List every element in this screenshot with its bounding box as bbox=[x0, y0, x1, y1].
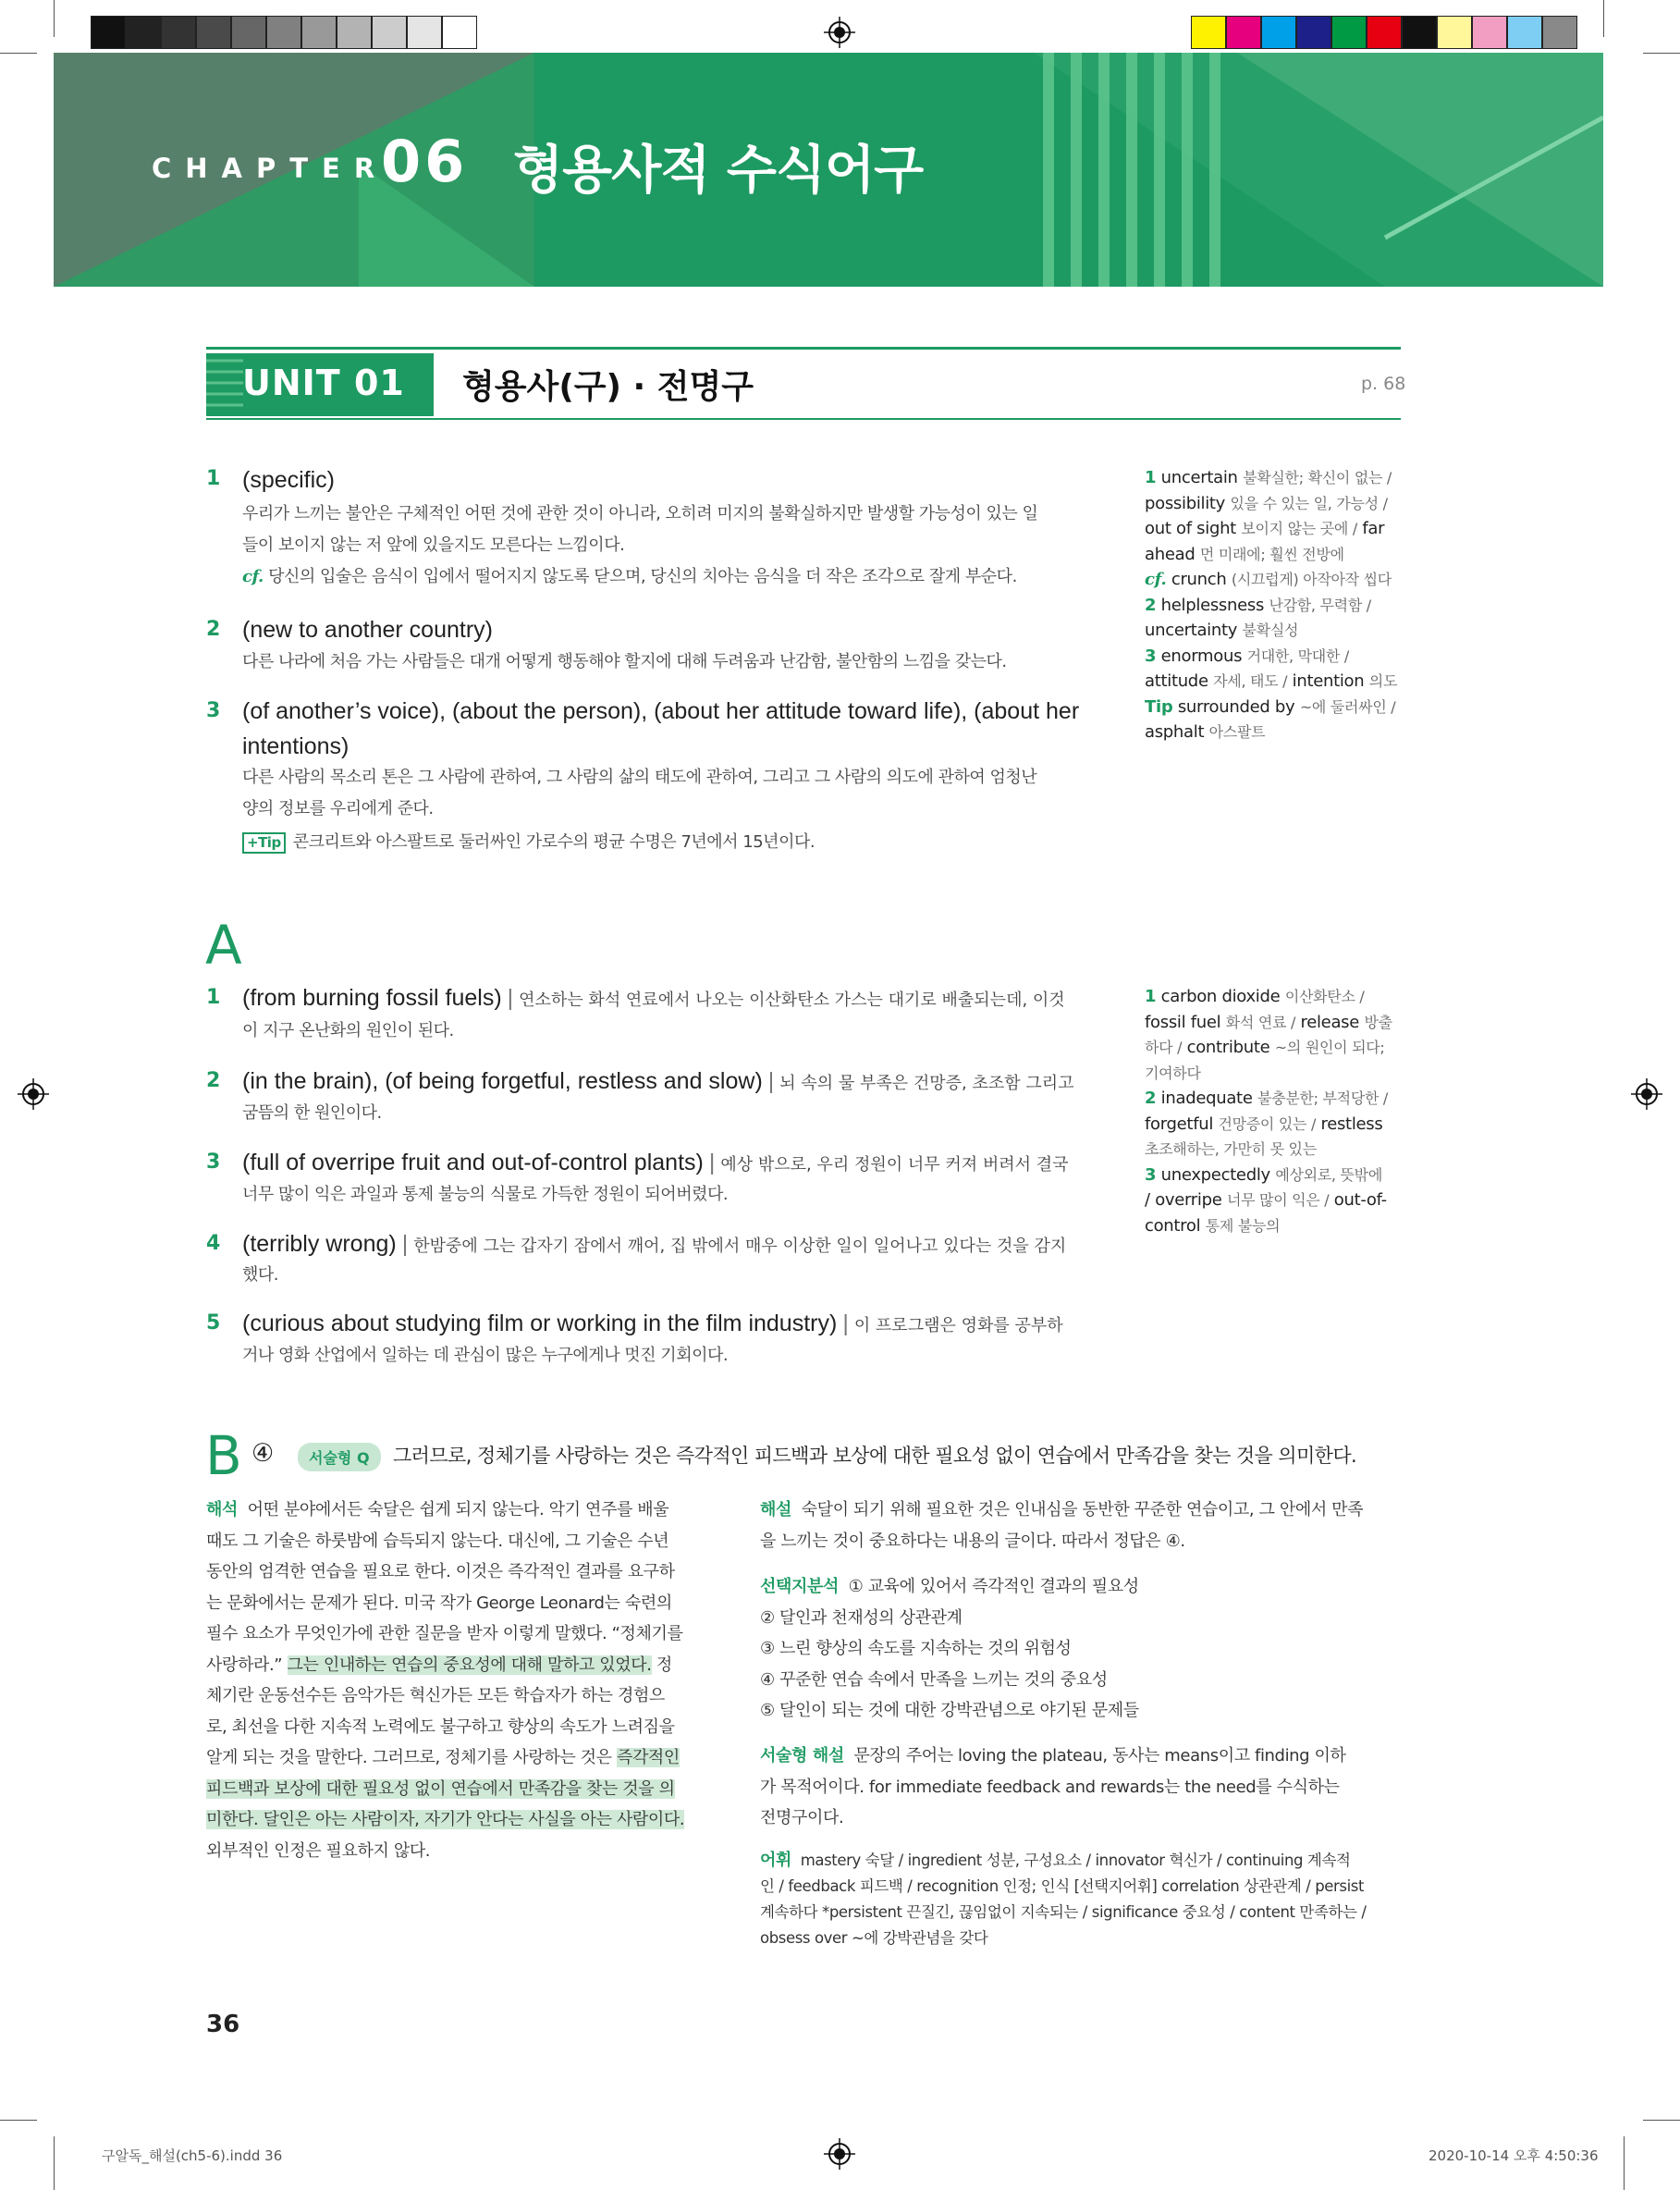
tip-text: 콘크리트와 아스팔트로 둘러싸인 가로수의 평균 수명은 7년에서 15년이다. bbox=[292, 832, 815, 852]
answer-text: (specific) bbox=[242, 467, 336, 493]
gray-swatch bbox=[266, 16, 301, 49]
gray-swatch bbox=[337, 16, 372, 49]
translation-line: 했다. bbox=[242, 1265, 278, 1285]
footer-file-info: 구알독_해설(ch5-6).indd 36 bbox=[102, 2147, 283, 2164]
chapter-label: CHAPTER bbox=[152, 153, 389, 184]
color-swatch bbox=[1226, 16, 1261, 49]
item-number: 2 bbox=[206, 1069, 221, 1092]
translation-line: 우리가 느끼는 불안은 구체적인 어떤 것에 관한 것이 아니라, 오히려 미지의 불확실하지만 발생할 가능성이 있는 일 bbox=[242, 504, 1038, 523]
chapter-number: 06 bbox=[381, 128, 469, 195]
vocab-box: 1 carbon dioxide 이산화탄소 / fossil fuel 화석 연료 / release 방출 하다 / contribute ~의 원인이 되다; 기여하다 2 inadequate 불충분한; 부적당한 / forgetful 건망증이 있는 / restless 초조해하는, 가만히 못 있는 3 unexpectedly 예상외로, 뜻밖에 / overripe 너무 많이 익은 / out-of- control 통제 불능의 bbox=[1145, 987, 1392, 1236]
color-swatch bbox=[1331, 16, 1367, 49]
vocab-box: 1 uncertain 불확실한; 확신이 없는 / possibility 있을 수 있는 일, 가능성 / out of sight 보이지 않는 곳에 / far ahead 먼 미래에; 훨씬 전방에 cf. crunch (시끄럽게) 아작아작 씹다 2 helplessness 난감함, 무력함 / uncertainty 불확실성 3 enormous 거대한, 막대한 / attitude 자세, 태도 / intention 의도 Tip surrounded by ~에 둘러싸인 / asphalt 아스팔트 bbox=[1145, 468, 1398, 742]
page-number: 36 bbox=[206, 2011, 240, 2038]
crop-mark bbox=[1603, 0, 1604, 37]
crop-mark bbox=[54, 0, 55, 37]
essay-question-badge: 서술형 Q bbox=[298, 1443, 381, 1471]
color-swatch bbox=[1191, 16, 1226, 49]
answer-text: intentions) bbox=[242, 733, 349, 759]
registration-mark-icon bbox=[824, 2138, 855, 2170]
answer-line: (from burning fossil fuels) | 연소하는 화석 연료에서 나오는 이산화탄소 가스는 대기로 배출되는데, 이것 bbox=[242, 985, 1065, 1011]
color-swatch bbox=[1367, 16, 1402, 49]
gray-swatch bbox=[442, 16, 477, 49]
choice-analysis: 선택지분석 ① 교육에 있어서 즉각적인 결과의 필요성 ② 달인과 천재성의 상관관계 ③ 느린 향상의 속도를 지속하는 것의 위험성 ④ 꾸준한 연습 속에서 만족을 느끼는 것의 중요성 ⑤ 달인이 되는 것에 대한 강박관념으로 야기된 문제들 bbox=[760, 1577, 1139, 1720]
gray-swatch bbox=[231, 16, 266, 49]
cf-note bbox=[242, 560, 1017, 593]
registration-mark-icon bbox=[1631, 1078, 1662, 1110]
color-swatch bbox=[1437, 16, 1472, 49]
tip-badge: +Tip bbox=[242, 832, 286, 854]
gray-swatch bbox=[301, 16, 337, 49]
crop-mark bbox=[54, 2136, 55, 2190]
item-number: 2 bbox=[206, 618, 221, 641]
cf-label: cf. bbox=[242, 567, 264, 586]
item-number: 1 bbox=[206, 467, 221, 490]
item-number: 3 bbox=[206, 1150, 221, 1174]
translation-line: 굼뜸의 한 원인이다. bbox=[242, 1103, 382, 1123]
translation-paragraph: 해석 어떤 분야에서든 숙달은 쉽게 되지 않는다. 악기 연주를 배울 때도 그 기술은 하룻밤에 습득되지 않는다. 대신에, 그 기술은 수년 동안의 엄격한 연습을 필요로 한다. 이것은 즉각적인 결과를 요구하 는 문화에서는 문제가 된다. 미국 작가 George Leonard는 숙련의 필수 요소가 무엇인가에 관한 질문을 받자 이렇게 말했다. “정체기를 사랑하라.” 그는 인내하는 연습의 중요성에 대해 말하고 있었다. 정 체기란 운동선수든 음악가든 혁신가든 모든 학습자가 하는 경험으 로, 최선을 다한 지속적 노력에도 불구하고 향상의 속도가 느려짐을 알게 되는 것을 말한다. 그러므로, 정체기를 사랑하는 것은 즉각적인 피드백과 보상에 대한 필요성 없이 연습에서 만족감을 찾는 것을 의 미한다. 달인은 아는 사람이자, 자기가 안다는 사실을 아는 사람이다. 외부적인 인정은 필요하지 않다. bbox=[206, 1500, 685, 1861]
color-swatch bbox=[1472, 16, 1507, 49]
registration-mark-icon bbox=[18, 1078, 49, 1110]
color-swatch bbox=[1507, 16, 1542, 49]
gray-swatch bbox=[126, 16, 161, 49]
vocabulary-list: 어휘 mastery 숙달 / ingredient 성분, 구성요소 / innovator 혁신가 / continuing 계속적 인 / feedback 피드백 / recognition 인정; 인식 [선택지어휘] correlation 상관관계 / persist 계속하다 *persistent 끈질긴, 끊임없이 지속되는 / significance 중요성 / content 만족하는 / obsess over ~에 강박관념을 갖다 bbox=[760, 1851, 1367, 1947]
item-number: 4 bbox=[206, 1232, 221, 1255]
unit-label: UNIT 01 bbox=[242, 363, 405, 403]
page-reference: p. 68 bbox=[1361, 374, 1406, 394]
footer-timestamp: 2020-10-14 오후 4:50:36 bbox=[1429, 2147, 1599, 2164]
unit-title: 형용사(구) · 전명구 bbox=[462, 368, 754, 406]
explanation-paragraph: 해설 숙달이 되기 위해 필요한 것은 인내심을 동반한 꾸준한 연습이고, 그 안에서 만족 을 느끼는 것이 중요하다는 내용의 글이다. 따라서 정답은 ④. bbox=[760, 1500, 1364, 1551]
answer-line: (curious about studying film or working in the film industry) | 이 프로그램은 영화를 공부하 bbox=[242, 1310, 1063, 1336]
crop-mark bbox=[1624, 2136, 1625, 2190]
translation-line: 다른 나라에 처음 가는 사람들은 대개 어떻게 행동해야 할지에 대해 두려움과 난감함, 불안함의 느낌을 갖는다. bbox=[242, 652, 1007, 671]
cf-text: 당신의 입술은 음식이 입에서 떨어지지 않도록 닫으며, 당신의 치아는 음식을 더 작은 조각으로 잘게 부순다. bbox=[268, 567, 1017, 586]
translation-line: 다른 사람의 목소리 톤은 그 사람에 관하여, 그 사람의 삶의 태도에 관하여, 그리고 그 사람의 의도에 관하여 엄청난 bbox=[242, 768, 1037, 787]
crop-mark bbox=[1643, 53, 1680, 54]
gray-swatch bbox=[372, 16, 407, 49]
answer-line: (in the brain), (of being forgetful, restless and slow) | 뇌 속의 물 부족은 건망증, 초조함 그리고 bbox=[242, 1068, 1074, 1094]
gray-swatch bbox=[196, 16, 231, 49]
answer-choice: ④ bbox=[251, 1439, 275, 1468]
chapter-title: 형용사적 수식어구 bbox=[513, 141, 924, 201]
crop-mark bbox=[0, 53, 37, 54]
color-swatch bbox=[1261, 16, 1296, 49]
highlighted-sentence: 그는 인내하는 연습의 중요성에 대해 말하고 있었다. bbox=[287, 1655, 652, 1675]
registration-mark-icon bbox=[824, 17, 855, 48]
color-swatch bbox=[1542, 16, 1577, 49]
tip-note bbox=[242, 826, 815, 858]
answer-text: (new to another country) bbox=[242, 617, 493, 643]
crop-mark bbox=[0, 2120, 37, 2121]
unit-rule-bottom bbox=[206, 418, 1401, 420]
section-letter: B bbox=[205, 1424, 242, 1487]
item-number: 1 bbox=[206, 986, 221, 1009]
crop-mark bbox=[1643, 2120, 1680, 2121]
unit-rule-top bbox=[206, 347, 1401, 350]
item-number: 3 bbox=[206, 699, 221, 722]
essay-answer: 그러므로, 정체기를 사랑하는 것은 즉각적인 피드백과 보상에 대한 필요성 없이 연습에서 만족감을 찾는 것을 의미한다. bbox=[393, 1445, 1357, 1467]
gray-swatch bbox=[161, 16, 196, 49]
translation-line: 양의 정보를 우리에게 준다. bbox=[242, 799, 434, 818]
gray-swatch bbox=[407, 16, 442, 49]
translation-line: 너무 많이 익은 과일과 통제 불능의 식물로 가득한 정원이 되어버렸다. bbox=[242, 1185, 729, 1204]
section-letter: A bbox=[205, 914, 242, 977]
answer-line: (full of overripe fruit and out-of-control plants) | 예상 밖으로, 우리 정원이 너무 커져 버려서 결국 bbox=[242, 1150, 1069, 1175]
answer-text: (of another’s voice), (about the person), (about her attitude toward life), (about her bbox=[242, 698, 1080, 724]
gray-swatch bbox=[91, 16, 126, 49]
translation-line: 거나 영화 산업에서 일하는 데 관심이 많은 누구에게나 멋진 기회이다. bbox=[242, 1346, 729, 1365]
item-number: 5 bbox=[206, 1311, 221, 1335]
answer-line: (terribly wrong) | 한밤중에 그는 갑자기 잠에서 깨어, 집 밖에서 매우 이상한 일이 일어나고 있다는 것을 감지 bbox=[242, 1231, 1067, 1257]
translation-line: 들이 보이지 않는 저 앞에 있을지도 모른다는 느낌이다. bbox=[242, 535, 625, 555]
color-swatch bbox=[1402, 16, 1437, 49]
essay-explanation: 서술형 해설 문장의 주어는 loving the plateau, 동사는 means이고 finding 이하 가 목적어이다. for immediate feedback and rewards는 the need를 수식하는 전명구이다. bbox=[760, 1746, 1346, 1827]
translation-line: 이 지구 온난화의 원인이 된다. bbox=[242, 1021, 454, 1040]
color-swatch bbox=[1296, 16, 1331, 49]
